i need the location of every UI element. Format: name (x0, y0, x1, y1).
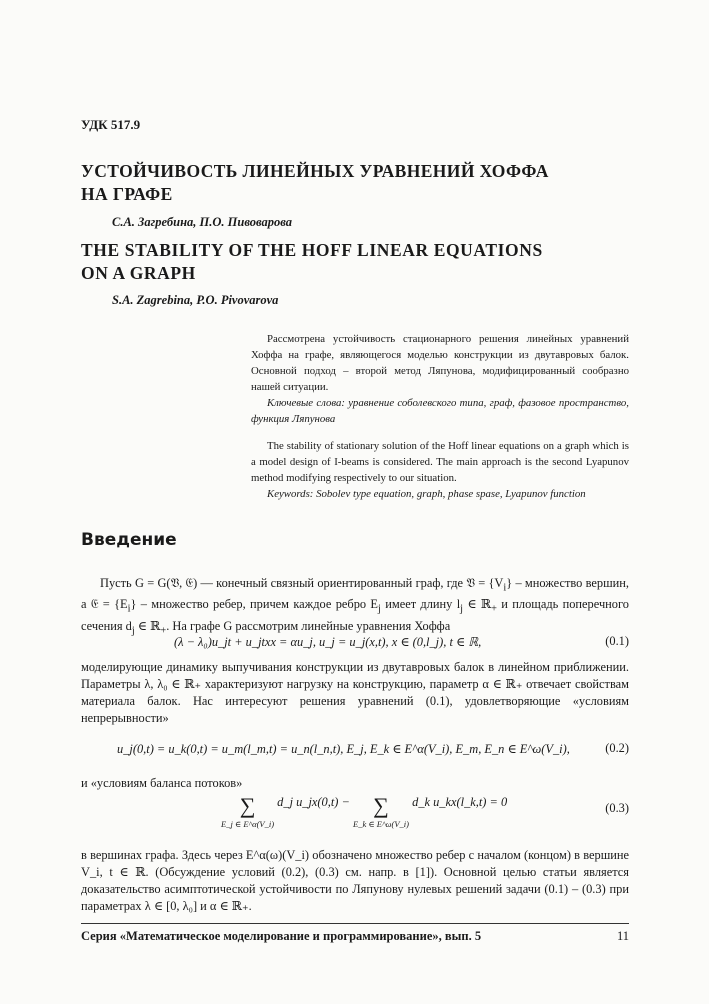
text-fragment: } – множество вершин, а 𝔈 = {E (81, 576, 630, 612)
page-number: 11 (616, 929, 629, 943)
equation-number: (0.1) (605, 634, 629, 648)
text-fragment: . На графе G рассмотрим линейные уравнения Хоффа (166, 618, 451, 633)
paragraph-graph-definition: Пусть G = G(𝔙, 𝔈) — конечный связный ориентированный граф, где 𝔙 = $\{V_i\}$ – множество вершин, а 𝔈 = $\{E_i\}$ – множество ребер, причем каждое ребро $E_j$ имеет длину $l_j$ ∈ ℝ$_+$ и площадь поперечного сечения $d_j$ ∈ ℝ$_+$. На графе G рассмотрим линейные уравнения Хоффа (81, 576, 630, 637)
equation-number: (0.2) (605, 741, 629, 755)
abstract-ru-keywords: Ключевые слова: уравнение соболевского типа, граф, фазовое пространство, функция Ляпунова (251, 397, 629, 425)
text-fragment: и площадь поперечного сечения d (81, 597, 629, 633)
udk-code: УДК 517.9 (81, 117, 141, 132)
paragraph-goal (81, 847, 629, 915)
paragraph-goal-text: в вершинах графа. Здесь через E^α(ω)(V_i) обозначено множество ребер с началом (концом) в вершине V_i, t ∈ ℝ. (Обсуждение условий (0.2), (0.3) см. напр. в [1]). Основной целью статьи является доказательство асимптотической устойчивости по Ляпунову нулевых решений задачи (0.1) – (0.3) при параметрах λ ∈ [0, λ₀] и α ∈ ℝ₊. (81, 848, 629, 913)
title-english (81, 239, 543, 285)
footer (81, 929, 629, 944)
equation-term: d_k u_kx(l_k,t) = 0 (412, 795, 508, 809)
equation-term: d_j u_jx(0,t) − (277, 795, 350, 809)
authors-russian: С.А. Загребина, П.О. Пивоварова (112, 215, 293, 229)
abstract-ru-text: Рассмотрена устойчивость стационарного решения линейных уравнений Хоффа на графе, являющегося моделью конструкции из двутавровых балок. Основной подход – второй метод Ляпунова, модифицированный сообразно нашей ситуации. (251, 333, 629, 393)
section-heading-introduction: Введение (81, 530, 177, 550)
equation-0-3 (81, 795, 629, 839)
title-en-line-2: ON A GRAPH (81, 263, 196, 283)
equation-0-2-body: u_j(0,t) = u_k(0,t) = u_m(l_m,t) = u_n(l_n,t), E_j, E_k ∈ E^α(V_i), E_m, E_n ∈ E^ω(V_i), (117, 742, 570, 756)
text-fragment: имеет длину l (380, 597, 461, 612)
paragraph-parameters-text: моделирующие динамику выпучивания конструкции из двутавровых балок в линейном приближении. Параметры λ, λ₀ ∈ ℝ₊ характеризуют нагрузку на конструкцию, параметр α ∈ ℝ₊ отвечает свойствам материала балок. Нас интересуют решения уравнений (0.1), удовлетворяющие «условиям непрерывности» (81, 660, 629, 725)
sum-subscript: E_j ∈ E^α(V_i) (221, 819, 275, 829)
text-fragment: ∈ ℝ (463, 597, 492, 612)
equation-0-3-body (221, 795, 507, 830)
text-fragment: Пусть (100, 576, 135, 590)
sum-subscript: E_k ∈ E^ω(V_i) (353, 819, 410, 829)
paragraph-parameters (81, 659, 629, 727)
title-en-line-1: THE STABILITY OF THE HOFF LINEAR EQUATIONS (81, 240, 543, 260)
title-ru-line-2: НА ГРАФЕ (81, 184, 173, 204)
equation-0-1-body: (λ − λ₀)u_jt + u_jtxx = αu_j, u_j = u_j(x,t), x ∈ (0,l_j), t ∈ ℝ, (174, 635, 482, 649)
paragraph-flow-balance-text: и «условиям баланса потоков» (81, 776, 243, 790)
abstract-english (251, 438, 629, 502)
text-fragment: G = G(𝔙, 𝔈) — конечный связный ориентированный граф, где 𝔙 = {V (134, 576, 504, 590)
sum-symbol-2: ∑ E_k ∈ E^ω(V_i) (353, 793, 410, 829)
text-fragment: ∈ ℝ (134, 618, 161, 633)
abstract-en-text: The stability of stationary solution of the Hoff linear equations on a graph which is a model design of I-beams is considered. The main approach is the second Lyapunov method modifying respectively to our situation. (251, 440, 629, 484)
abstract-en-keywords: Keywords: Sobolev type equation, graph, phase spase, Lyapunov function (267, 488, 586, 500)
text-fragment: } – множество ребер, причем каждое ребро E (130, 597, 379, 612)
sum-symbol-1: ∑ E_j ∈ E^α(V_i) (221, 793, 275, 829)
title-russian (81, 160, 549, 206)
equation-number: (0.3) (605, 801, 629, 815)
title-ru-line-1: УСТОЙЧИВОСТЬ ЛИНЕЙНЫХ УРАВНЕНИЙ ХОФФА (81, 161, 549, 181)
abstract-russian (251, 331, 629, 427)
paragraph-flow-balance (81, 775, 629, 792)
footer-rule (81, 923, 629, 924)
authors-english: S.A. Zagrebina, P.O. Pivovarova (112, 293, 279, 307)
series-name: Серия «Математическое моделирование и программирование», вып. 5 (81, 929, 482, 943)
